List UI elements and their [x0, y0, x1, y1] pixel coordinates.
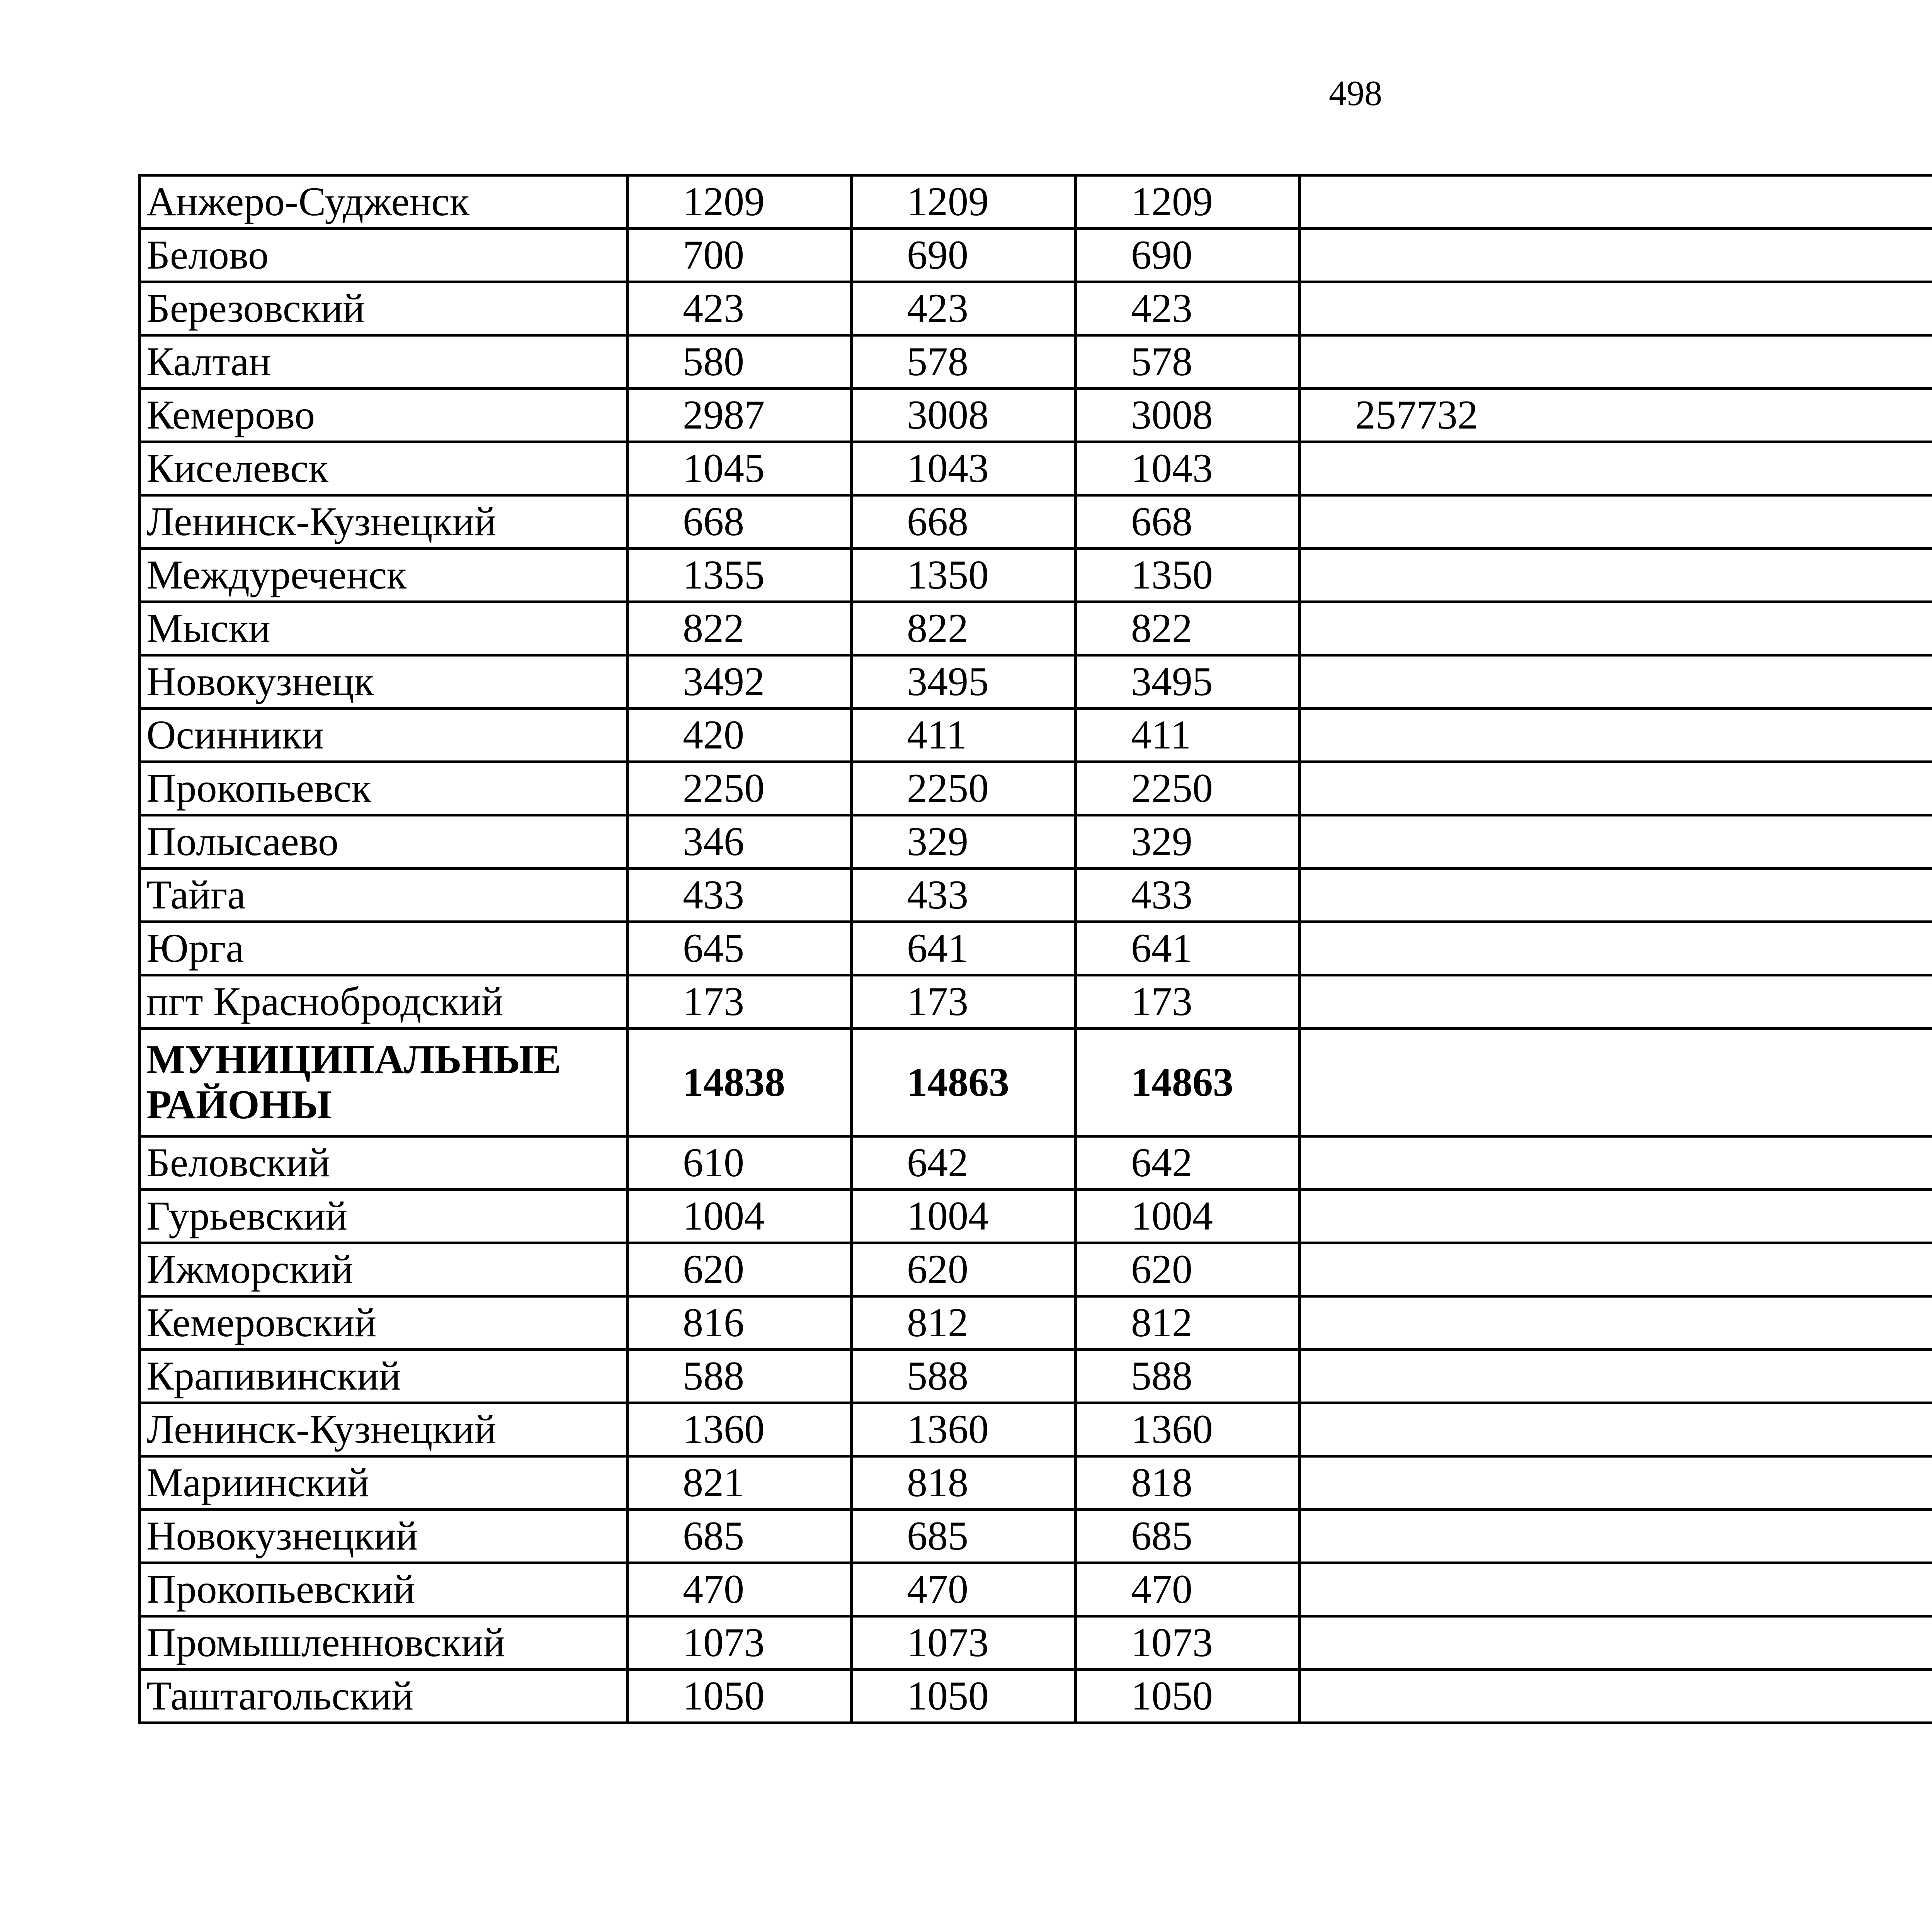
- value-cell-col1: 1360: [628, 1403, 852, 1456]
- row-name-cell: Таштагольский: [140, 1670, 628, 1723]
- table-row: [140, 975, 1932, 1029]
- value-cell-col2: 818: [852, 1456, 1076, 1510]
- row-name-cell: Прокопьевский: [140, 1563, 628, 1616]
- row-name-cell: Ленинск-Кузнецкий: [140, 1403, 628, 1456]
- value-cell-col4: [1300, 1350, 1932, 1403]
- value-cell-col3: 1350: [1076, 549, 1300, 602]
- value-cell-col3: 1004: [1076, 1190, 1300, 1243]
- row-name-cell: Крапивинский: [140, 1350, 628, 1403]
- table-row: [140, 1510, 1932, 1563]
- table-row: [140, 282, 1932, 335]
- row-name-cell: Гурьевский: [140, 1190, 628, 1243]
- value-cell-col1: 685: [628, 1510, 852, 1563]
- value-cell-col2: 1073: [852, 1616, 1076, 1670]
- value-cell-col3: 642: [1076, 1136, 1300, 1190]
- value-cell-col3: 668: [1076, 495, 1300, 549]
- row-name-cell: Белово: [140, 229, 628, 282]
- value-cell-col3: 423: [1076, 282, 1300, 335]
- row-name-cell: Ижморский: [140, 1243, 628, 1296]
- value-cell-col4: [1300, 869, 1932, 922]
- value-cell-col1: 1073: [628, 1616, 852, 1670]
- value-cell-col4: [1300, 1616, 1932, 1670]
- row-name-cell: Мариинский: [140, 1456, 628, 1510]
- row-name-cell: Анжеро-Судженск: [140, 175, 628, 229]
- value-cell-col3: 1043: [1076, 442, 1300, 495]
- value-cell-col4: [1300, 549, 1932, 602]
- value-cell-col4: [1300, 1456, 1932, 1510]
- value-cell-col3: 822: [1076, 602, 1300, 655]
- row-name-cell: Березовский: [140, 282, 628, 335]
- value-cell-col1: 1209: [628, 175, 852, 229]
- value-cell-col2: 433: [852, 869, 1076, 922]
- value-cell-col4: [1300, 975, 1932, 1029]
- value-cell-col3: 470: [1076, 1563, 1300, 1616]
- table-row: [140, 1296, 1932, 1350]
- value-cell-col1: 645: [628, 922, 852, 975]
- table-row: [140, 709, 1932, 762]
- value-cell-col4: [1300, 282, 1932, 335]
- table-row: [140, 442, 1932, 495]
- value-cell-col2: 588: [852, 1350, 1076, 1403]
- row-name-cell: Кемерово: [140, 389, 628, 442]
- value-cell-col4: [1300, 495, 1932, 549]
- value-cell-col1: 588: [628, 1350, 852, 1403]
- row-name-cell: Кемеровский: [140, 1296, 628, 1350]
- table-section-row: [140, 1029, 1932, 1136]
- value-cell-col1: 700: [628, 229, 852, 282]
- value-cell-col3: 433: [1076, 869, 1300, 922]
- value-cell-col4: [1300, 922, 1932, 975]
- table-row: [140, 1350, 1932, 1403]
- value-cell-col3: 1209: [1076, 175, 1300, 229]
- value-cell-col1: 1004: [628, 1190, 852, 1243]
- value-cell-col3: 641: [1076, 922, 1300, 975]
- value-cell-col3: 685: [1076, 1510, 1300, 1563]
- value-cell-col3: 690: [1076, 229, 1300, 282]
- value-cell-col4: [1300, 335, 1932, 389]
- value-cell-col1: 668: [628, 495, 852, 549]
- table-row: [140, 1563, 1932, 1616]
- value-cell-col2: 690: [852, 229, 1076, 282]
- value-cell-col3: 329: [1076, 815, 1300, 869]
- table-row: [140, 922, 1932, 975]
- value-cell-col4: [1300, 1510, 1932, 1563]
- value-cell-col4: [1300, 815, 1932, 869]
- value-cell-col4: [1300, 1243, 1932, 1296]
- value-cell-col2: 411: [852, 709, 1076, 762]
- table-row: [140, 1456, 1932, 1510]
- value-cell-col4: [1300, 1670, 1932, 1723]
- table-row: [140, 602, 1932, 655]
- value-cell-col2: 641: [852, 922, 1076, 975]
- data-table: [138, 174, 1932, 1724]
- value-cell-col2: 3495: [852, 655, 1076, 709]
- value-cell-col2: 1043: [852, 442, 1076, 495]
- value-cell-col3: 411: [1076, 709, 1300, 762]
- value-cell-col4: [1300, 655, 1932, 709]
- value-cell-col3: 818: [1076, 1456, 1300, 1510]
- table-row: [140, 1243, 1932, 1296]
- value-cell-col1: 420: [628, 709, 852, 762]
- value-cell-col2: 1209: [852, 175, 1076, 229]
- value-cell-col1: 14838: [628, 1029, 852, 1136]
- row-name-cell: пгт Краснобродский: [140, 975, 628, 1029]
- value-cell-col1: 580: [628, 335, 852, 389]
- value-cell-col2: 1050: [852, 1670, 1076, 1723]
- value-cell-col4: [1300, 1563, 1932, 1616]
- row-name-cell: Тайга: [140, 869, 628, 922]
- value-cell-col1: 816: [628, 1296, 852, 1350]
- value-cell-col4: [1300, 762, 1932, 815]
- value-cell-col4: [1300, 175, 1932, 229]
- row-name-cell: Беловский: [140, 1136, 628, 1190]
- table-row: [140, 495, 1932, 549]
- table-row: [140, 229, 1932, 282]
- table-row: [140, 389, 1932, 442]
- value-cell-col4: [1300, 1136, 1932, 1190]
- page-number: 498: [1329, 73, 1382, 113]
- row-name-cell: Новокузнецк: [140, 655, 628, 709]
- value-cell-col4: [1300, 1296, 1932, 1350]
- row-name-cell: Новокузнецкий: [140, 1510, 628, 1563]
- value-cell-col2: 822: [852, 602, 1076, 655]
- table-row: [140, 762, 1932, 815]
- table-row: [140, 549, 1932, 602]
- value-cell-col3: 173: [1076, 975, 1300, 1029]
- table-row: [140, 1403, 1932, 1456]
- value-cell-col3: 578: [1076, 335, 1300, 389]
- table-row: [140, 175, 1932, 229]
- value-cell-col3: 1360: [1076, 1403, 1300, 1456]
- value-cell-col1: 1050: [628, 1670, 852, 1723]
- value-cell-col3: 14863: [1076, 1029, 1300, 1136]
- value-cell-col2: 668: [852, 495, 1076, 549]
- value-cell-col2: 685: [852, 1510, 1076, 1563]
- table-row: [140, 1190, 1932, 1243]
- value-cell-col1: 2250: [628, 762, 852, 815]
- value-cell-col3: 2250: [1076, 762, 1300, 815]
- value-cell-col4: [1300, 229, 1932, 282]
- value-cell-col1: 346: [628, 815, 852, 869]
- table-body: [140, 175, 1932, 1723]
- value-cell-col2: 642: [852, 1136, 1076, 1190]
- table-row: [140, 1670, 1932, 1723]
- value-cell-col2: 3008: [852, 389, 1076, 442]
- row-name-cell: Калтан: [140, 335, 628, 389]
- value-cell-col2: 620: [852, 1243, 1076, 1296]
- value-cell-col2: 329: [852, 815, 1076, 869]
- table-row: [140, 655, 1932, 709]
- value-cell-col3: 1050: [1076, 1670, 1300, 1723]
- value-cell-col3: 3008: [1076, 389, 1300, 442]
- table-row: [140, 335, 1932, 389]
- table-row: [140, 815, 1932, 869]
- value-cell-col1: 610: [628, 1136, 852, 1190]
- value-cell-col2: 812: [852, 1296, 1076, 1350]
- row-name-cell: Прокопьевск: [140, 762, 628, 815]
- row-name-cell: Ленинск-Кузнецкий: [140, 495, 628, 549]
- value-cell-col4: [1300, 1190, 1932, 1243]
- value-cell-col3: 3495: [1076, 655, 1300, 709]
- row-name-cell: Юрга: [140, 922, 628, 975]
- row-name-cell: МУНИЦИПАЛЬНЫЕ РАЙОНЫ: [140, 1029, 628, 1136]
- value-cell-col2: 1004: [852, 1190, 1076, 1243]
- value-cell-col1: 173: [628, 975, 852, 1029]
- row-name-cell: Промышленновский: [140, 1616, 628, 1670]
- value-cell-col2: 2250: [852, 762, 1076, 815]
- value-cell-col1: 2987: [628, 389, 852, 442]
- row-name-cell: Междуреченск: [140, 549, 628, 602]
- value-cell-col4: [1300, 442, 1932, 495]
- value-cell-col4: 257732: [1300, 389, 1932, 442]
- row-name-cell: Полысаево: [140, 815, 628, 869]
- table-row: [140, 869, 1932, 922]
- value-cell-col4: [1300, 1029, 1932, 1136]
- value-cell-col2: 578: [852, 335, 1076, 389]
- value-cell-col1: 821: [628, 1456, 852, 1510]
- value-cell-col1: 620: [628, 1243, 852, 1296]
- value-cell-col4: [1300, 602, 1932, 655]
- value-cell-col1: 423: [628, 282, 852, 335]
- value-cell-col4: [1300, 1403, 1932, 1456]
- value-cell-col3: 1073: [1076, 1616, 1300, 1670]
- row-name-cell: Киселевск: [140, 442, 628, 495]
- value-cell-col2: 470: [852, 1563, 1076, 1616]
- value-cell-col1: 3492: [628, 655, 852, 709]
- value-cell-col2: 423: [852, 282, 1076, 335]
- value-cell-col1: 1355: [628, 549, 852, 602]
- value-cell-col2: 1350: [852, 549, 1076, 602]
- table-row: [140, 1616, 1932, 1670]
- value-cell-col1: 822: [628, 602, 852, 655]
- value-cell-col1: 433: [628, 869, 852, 922]
- value-cell-col4: [1300, 709, 1932, 762]
- value-cell-col2: 1360: [852, 1403, 1076, 1456]
- value-cell-col3: 588: [1076, 1350, 1300, 1403]
- value-cell-col2: 14863: [852, 1029, 1076, 1136]
- table-row: [140, 1136, 1932, 1190]
- row-name-cell: Мыски: [140, 602, 628, 655]
- value-cell-col1: 1045: [628, 442, 852, 495]
- row-name-cell: Осинники: [140, 709, 628, 762]
- value-cell-col2: 173: [852, 975, 1076, 1029]
- value-cell-col3: 620: [1076, 1243, 1300, 1296]
- value-cell-col3: 812: [1076, 1296, 1300, 1350]
- value-cell-col1: 470: [628, 1563, 852, 1616]
